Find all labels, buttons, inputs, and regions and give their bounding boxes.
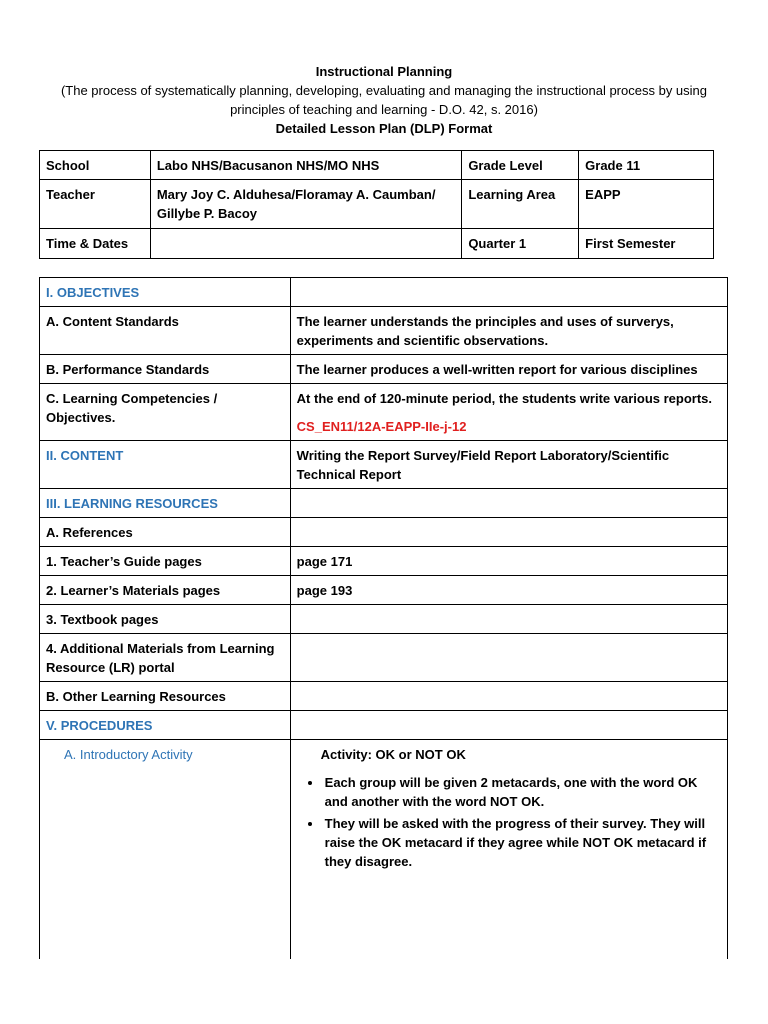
area-label: Learning Area [462, 180, 579, 229]
row-competencies [40, 384, 728, 441]
learning-resources-heading: III. LEARNING RESOURCES [40, 489, 291, 518]
doc-title: Instructional Planning [315, 64, 453, 79]
info-table [39, 150, 714, 259]
content-standards-value: The learner understands the principles and uses of surverys, experiments and scientific observations. [290, 307, 727, 355]
info-row-teacher [40, 180, 714, 229]
content-value: Writing the Report Survey/Field Report Laboratory/Scientific Technical Report [290, 441, 727, 489]
row-introductory-activity [40, 740, 728, 960]
teacher-label: Teacher [40, 180, 151, 229]
document-header [0, 62, 768, 138]
additional-materials-label: 4. Additional Materials from Learning Resource (LR) portal [40, 634, 291, 682]
teachers-guide-label: 1. Teacher’s Guide pages [40, 547, 291, 576]
doc-subtitle: (The process of systematically planning, developing, evaluating and managing the instructional process by using principles of teaching and learning - D.O. 42, s. 2016) [60, 83, 708, 117]
row-content [40, 441, 728, 489]
additional-materials-blank [290, 634, 727, 682]
learning-resources-blank [290, 489, 727, 518]
row-learning-resources [40, 489, 728, 518]
school-value: Labo NHS/Bacusanon NHS/MO NHS [150, 151, 461, 180]
procedures-blank [290, 711, 727, 740]
performance-standards-value: The learner produces a well-written report for various disciplines [290, 355, 727, 384]
grade-value: Grade 11 [579, 151, 714, 180]
time-label: Time & Dates [40, 229, 151, 259]
introductory-activity-label [40, 740, 291, 960]
activity-bullet-2: • They will be asked with the progress of their survey. They will raise the OK metacard if they agree while NOT OK metacard if they disagree. [323, 814, 721, 871]
quarter-label: Quarter 1 [462, 229, 579, 259]
row-performance-standards [40, 355, 728, 384]
semester-value: First Semester [579, 229, 714, 259]
doc-format: Detailed Lesson Plan (DLP) Format [275, 121, 493, 136]
row-teachers-guide [40, 547, 728, 576]
activity-bullets [297, 773, 721, 871]
time-value [150, 229, 461, 259]
teachers-guide-value: page 171 [290, 547, 727, 576]
procedures-heading: V. PROCEDURES [40, 711, 291, 740]
info-row-school [40, 151, 714, 180]
other-resources-label: B. Other Learning Resources [40, 682, 291, 711]
row-objectives [40, 278, 728, 307]
textbook-label: 3. Textbook pages [40, 605, 291, 634]
activity-title: Activity: OK or NOT OK [320, 747, 466, 762]
performance-standards-label: B. Performance Standards [40, 355, 291, 384]
learners-materials-value: page 193 [290, 576, 727, 605]
content-heading: II. CONTENT [40, 441, 291, 489]
competencies-label: C. Learning Competencies / Objectives. [40, 384, 291, 441]
objectives-heading: I. OBJECTIVES [40, 278, 291, 307]
objectives-blank [290, 278, 727, 307]
row-textbook [40, 605, 728, 634]
textbook-blank [290, 605, 727, 634]
grade-label: Grade Level [462, 151, 579, 180]
competencies-cell [290, 384, 727, 441]
introductory-activity-text: A. Introductory Activity [64, 747, 193, 762]
competencies-value: At the end of 120-minute period, the students write various reports. [296, 391, 712, 406]
row-content-standards [40, 307, 728, 355]
competency-code: CS_EN11/12A-EAPP-IIe-j-12 [296, 419, 467, 434]
row-additional-materials [40, 634, 728, 682]
other-resources-blank [290, 682, 727, 711]
content-standards-label: A. Content Standards [40, 307, 291, 355]
introductory-activity-cell [290, 740, 727, 960]
info-row-time [40, 229, 714, 259]
row-learners-materials [40, 576, 728, 605]
learners-materials-label: 2. Learner’s Materials pages [40, 576, 291, 605]
activity-bullet-1: • Each group will be given 2 metacards, one with the word OK and another with the word NOT OK. [323, 773, 721, 811]
school-label: School [40, 151, 151, 180]
row-procedures [40, 711, 728, 740]
row-references [40, 518, 728, 547]
row-other-resources [40, 682, 728, 711]
references-label: A. References [40, 518, 291, 547]
lesson-plan-table [39, 277, 728, 959]
references-blank [290, 518, 727, 547]
teacher-value: Mary Joy C. Alduhesa/Floramay A. Caumban/ Gillybe P. Bacoy [150, 180, 461, 229]
area-value: EAPP [579, 180, 714, 229]
